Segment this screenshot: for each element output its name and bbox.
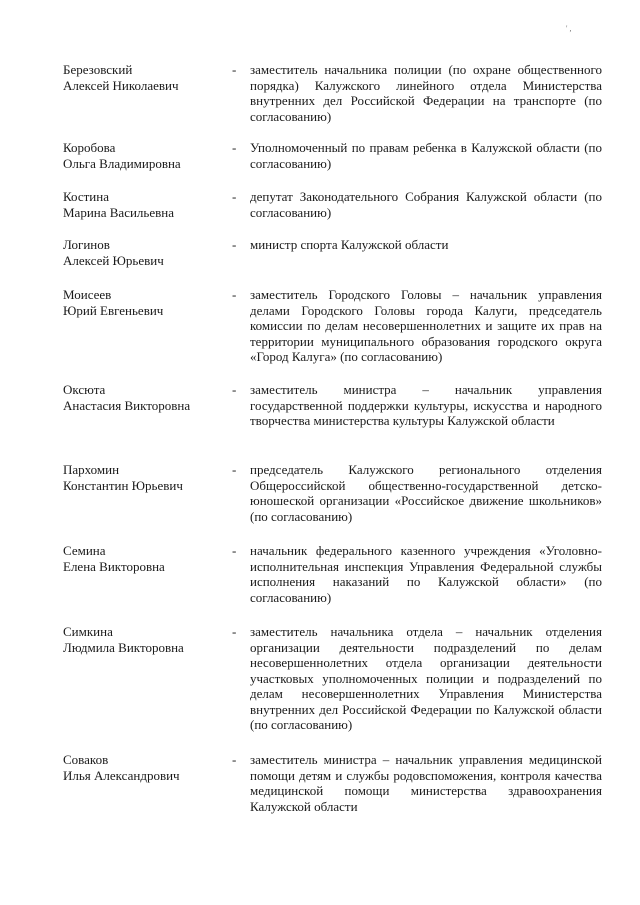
member-surname: Пархомин — [63, 462, 120, 477]
dash-separator: - — [232, 752, 237, 767]
member-surname: Березовский — [63, 62, 133, 77]
member-surname: Костина — [63, 189, 109, 204]
member-name — [63, 62, 228, 94]
member-surname: Семина — [63, 543, 106, 558]
member-surname: Логинов — [63, 237, 110, 252]
member-given-name: Елена Викторовна — [63, 559, 165, 574]
member-given-name: Марина Васильевна — [63, 205, 174, 220]
member-surname: Симкина — [63, 624, 113, 639]
member-name — [63, 140, 228, 172]
member-role: заместитель начальника полиции (по охране общественного порядка) Калужского линейного отдела Министерства внутренних дел Российской Федерации на транспорте (по согласованию) — [250, 62, 602, 124]
member-surname: Моисеев — [63, 287, 112, 302]
member-given-name: Анастасия Викторовна — [63, 398, 191, 413]
corner-mark: ' , — [566, 24, 572, 33]
member-given-name: Илья Александрович — [63, 768, 180, 783]
member-given-name: Людмила Викторовна — [63, 640, 184, 655]
member-surname: Коробова — [63, 140, 116, 155]
member-surname: Соваков — [63, 752, 109, 767]
member-given-name: Юрий Евгеньевич — [63, 303, 164, 318]
member-name — [63, 624, 228, 656]
dash-separator: - — [232, 462, 237, 477]
member-name — [63, 287, 228, 319]
dash-separator: - — [232, 237, 237, 252]
dash-separator: - — [232, 382, 237, 397]
dash-separator: - — [232, 189, 237, 204]
dash-separator: - — [232, 62, 237, 77]
member-role: заместитель начальника отдела – начальник отделения организации деятельности подразделений по делам несовершеннолетних отдела организации деятельности участковых уполномоченных полиции и подразделений по делам несовершеннолетних Управления Министерства внутренних дел Российской Федерации по Калужской области (по согласованию) — [250, 624, 602, 732]
dash-separator: - — [232, 543, 237, 558]
member-role: заместитель Городского Головы – начальник управления делами Городского Головы города Калуги, председатель комиссии по делам несовершеннолетних и защите их прав на территории муниципального образования городского округа «Город Калуга» (по согласованию) — [250, 287, 602, 364]
member-surname: Оксюта — [63, 382, 106, 397]
member-role: председатель Калужского регионального отделения Общероссийской общественно-государственной детско-юношеской организации «Российское движение школьников» (по согласованию) — [250, 462, 602, 524]
member-role: заместитель министра – начальник управления государственной поддержки культуры, искусства и народного творчества министерства культуры Калужской области — [250, 382, 602, 428]
member-name — [63, 237, 228, 269]
member-given-name: Константин Юрьевич — [63, 478, 183, 493]
member-name — [63, 189, 228, 221]
member-role: Уполномоченный по правам ребенка в Калужской области (по согласованию) — [250, 140, 602, 171]
member-name — [63, 462, 228, 494]
member-role: министр спорта Калужской области — [250, 237, 449, 252]
dash-separator: - — [232, 140, 237, 155]
member-role: депутат Законодательного Собрания Калужской области (по согласованию) — [250, 189, 602, 220]
member-given-name: Алексей Юрьевич — [63, 253, 164, 268]
dash-separator: - — [232, 624, 237, 639]
member-name — [63, 543, 228, 575]
member-name — [63, 752, 228, 784]
member-given-name: Ольга Владимировна — [63, 156, 181, 171]
dash-separator: - — [232, 287, 237, 302]
member-given-name: Алексей Николаевич — [63, 78, 179, 93]
member-role: начальник федерального казенного учреждения «Уголовно-исполнительная инспекция Управления Федеральной службы исполнения наказаний по Калужской области» (по согласованию) — [250, 543, 602, 605]
member-name — [63, 382, 228, 414]
member-role: заместитель министра – начальник управления медицинской помощи детям и службы родовспоможения, контроля качества медицинской помощи министерства здравоохранения Калужской области — [250, 752, 602, 814]
